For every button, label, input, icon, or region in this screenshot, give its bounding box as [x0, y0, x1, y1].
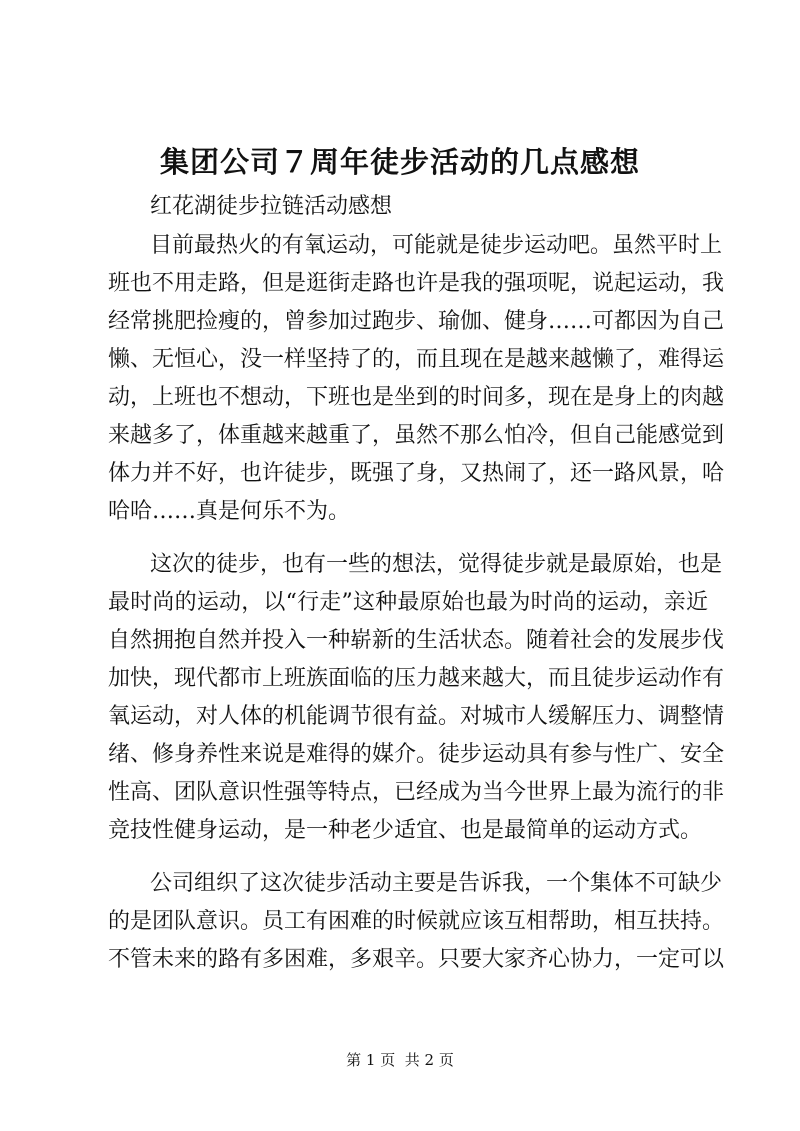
paragraph-line: 公司组织了这次徒步活动主要是告诉我，一个集体不可缺少: [150, 871, 723, 896]
paragraph-line: 自然拥抱自然并投入一种崭新的生活状态。随着社会的发展步伐: [108, 628, 725, 653]
paragraph-line: 动，上班也不想动，下班也是坐到的时间多，现在是身上的肉越: [108, 385, 725, 410]
document-title: 集团公司７周年徒步活动的几点感想: [159, 145, 640, 179]
paragraph-line: 性高、团队意识性强等特点，已经成为当今世界上最为流行的非: [108, 780, 725, 805]
paragraph-3: [108, 865, 725, 979]
paragraph-line: 氧运动，对人体的机能调节很有益。对城市人缓解压力、调整情: [108, 704, 725, 729]
paragraph-line: 不管未来的路有多困难，多艰辛。只要大家齐心协力，一定可以: [108, 947, 725, 972]
paragraph-line: 来越多了，体重越来越重了，虽然不那么怕冷，但自己能感觉到: [108, 423, 725, 448]
paragraph-line: 经常挑肥捡瘦的，曾参加过跑步、瑜伽、健身……可都因为自己: [108, 309, 725, 334]
paragraph-line: 哈哈……真是何乐不为。: [108, 499, 351, 524]
paragraph-line: 这次的徒步，也有一些的想法，觉得徒步就是最原始，也是: [150, 552, 723, 577]
document-subtitle: 红花湖徒步拉链活动感想: [150, 194, 393, 219]
paragraph-line: 最时尚的运动，以“行走”这种最原始也最为时尚的运动，亲近: [108, 590, 708, 615]
paragraph-2: [108, 546, 725, 850]
paragraph-line: 目前最热火的有氧运动，可能就是徒步运动吧。虽然平时上: [150, 233, 723, 258]
paragraph-line: 的是团队意识。员工有困难的时候就应该互相帮助，相互扶持。: [108, 909, 725, 934]
paragraph-line: 班也不用走路，但是逛街走路也许是我的强项呢，说起运动，我: [108, 271, 725, 296]
paragraph-line: 体力并不好，也许徒步，既强了身，又热闹了，还一路风景，哈: [108, 461, 725, 486]
page-number-footer: 第 1 页 共 2 页: [346, 1051, 454, 1069]
paragraph-line: 加快，现代都市上班族面临的压力越来越大，而且徒步运动作有: [108, 666, 725, 691]
paragraph-1: [108, 227, 725, 531]
paragraph-line: 绪、修身养性来说是难得的媒介。徒步运动具有参与性广、安全: [108, 742, 725, 767]
paragraph-line: 懒、无恒心，没一样坚持了的，而且现在是越来越懒了，难得运: [108, 347, 725, 372]
paragraph-line: 竞技性健身运动，是一种老少适宜、也是最简单的运动方式。: [108, 818, 703, 843]
